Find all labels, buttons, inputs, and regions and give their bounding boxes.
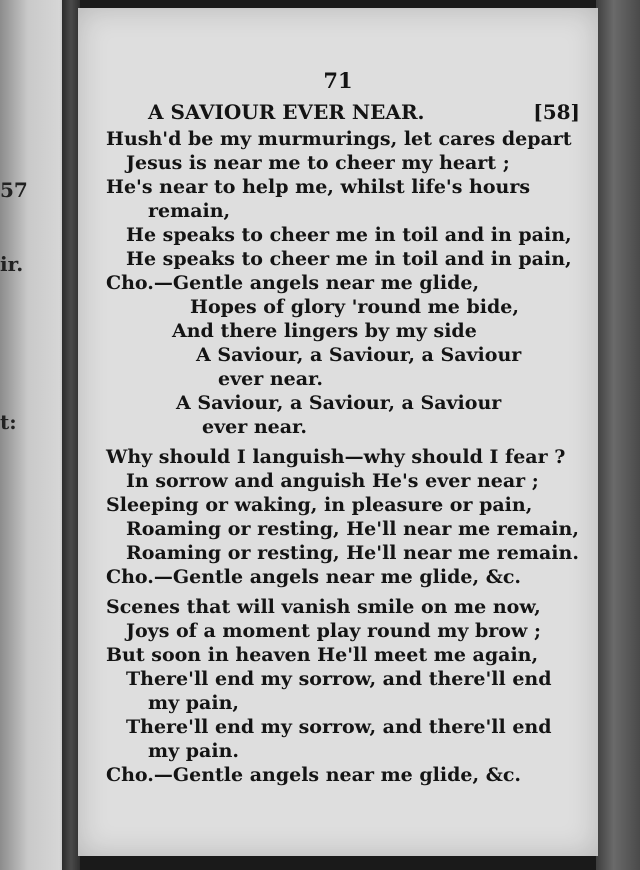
adjacent-page-edge: [0, 0, 70, 870]
hymn-line: In sorrow and anguish He's ever near ;: [126, 470, 539, 492]
hymn-line: Joys of a moment play round my brow ;: [126, 620, 541, 642]
hymn-line: Cho.—Gentle angels near me glide, &c.: [106, 566, 522, 588]
hymn-title: A SAVIOUR EVER NEAR.: [148, 100, 425, 124]
hymn-line: A Saviour, a Saviour, a Saviour: [176, 392, 502, 414]
hymn-line: ever near.: [218, 368, 323, 390]
hymn-line: There'll end my sorrow, and there'll end: [126, 716, 552, 738]
book-page: [78, 8, 598, 856]
hymn-line: Cho.—Gentle angels near me glide, &c.: [106, 764, 522, 786]
hymn-line: ever near.: [202, 416, 307, 438]
hymn-line: Hush'd be my murmurings, let cares depart: [106, 128, 572, 150]
hymn-line: Why should I languish—why should I fear ?: [106, 446, 566, 468]
book-edge: [596, 0, 640, 870]
hymn-header: [78, 100, 598, 128]
hymn-line: A Saviour, a Saviour, a Saviour: [196, 344, 522, 366]
hymn-line: And there lingers by my side: [172, 320, 477, 342]
hymn-line: Roaming or resting, He'll near me remain,: [126, 518, 579, 540]
hymn-line: Scenes that will vanish smile on me now,: [106, 596, 541, 618]
hymn-line: Cho.—Gentle angels near me glide,: [106, 272, 480, 294]
margin-fragment: ir.: [0, 252, 24, 276]
hymn-line: Jesus is near me to cheer my heart ;: [126, 152, 510, 174]
margin-fragment: 57: [0, 178, 28, 202]
margin-fragment: t:: [0, 410, 17, 434]
hymn-line: Hopes of glory 'round me bide,: [190, 296, 519, 318]
hymn-line: He's near to help me, whilst life's hours: [106, 176, 531, 198]
hymn-line: my pain.: [148, 740, 240, 762]
hymn-line: He speaks to cheer me in toil and in pain,: [126, 248, 572, 270]
hymn-line: But soon in heaven He'll meet me again,: [106, 644, 539, 666]
hymn-line: There'll end my sorrow, and there'll end: [126, 668, 552, 690]
hymn-line: Sleeping or waking, in pleasure or pain,: [106, 494, 533, 516]
hymn-line: remain,: [148, 200, 231, 222]
hymn-number: [58]: [533, 100, 580, 124]
hymn-line: He speaks to cheer me in toil and in pain,: [126, 224, 572, 246]
page-number: 71: [323, 68, 353, 93]
hymn-line: Roaming or resting, He'll near me remain.: [126, 542, 579, 564]
hymn-line: my pain,: [148, 692, 240, 714]
